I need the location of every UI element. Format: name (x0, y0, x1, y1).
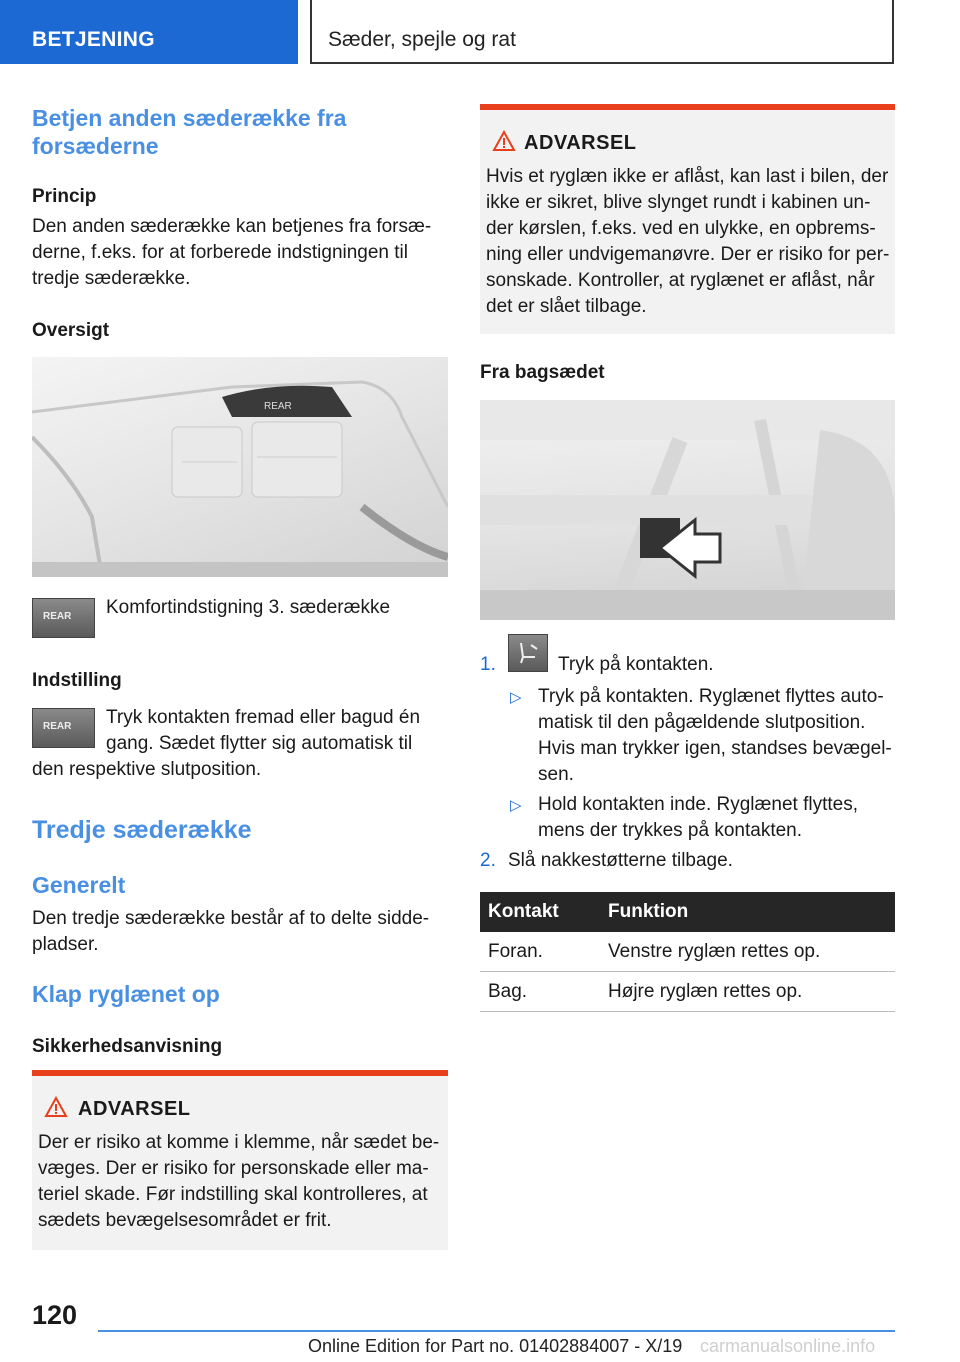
princip-heading: Princip (32, 186, 97, 207)
princip-text: Den anden sæderække kan betjenes fra forsæ- derne, f.eks. for at forberede indstigningen til tredje sæderække. (32, 216, 432, 289)
chapter-header (310, 0, 894, 64)
bagsaedet-heading: Fra bagsædet (480, 362, 605, 383)
step-2-text: Slå nakkestøtterne tilbage. (508, 850, 733, 871)
footer-rule (98, 1330, 895, 1332)
warning-icon (44, 1096, 68, 1118)
sub-1-text: Tryk på kontakten. Ryglænet flyttes auto- matisk til den pågældende slutposition. Hvis man trykker igen, standses bevægel- sen. (538, 686, 892, 785)
indstilling-text-1: Tryk kontakten fremad eller bagud én (106, 707, 421, 728)
table-cell: Venstre ryglæn rettes op. (600, 932, 895, 972)
indstilling-text-2: gang. Sædet flytter sig automatisk til (106, 733, 413, 754)
sub-2-text: Hold kontakten inde. Ryglænet flyttes, mens der trykkes på kontakten. (538, 794, 859, 841)
section-title: Betjen anden sæderække fra forsæderne (32, 105, 347, 159)
edition-text: Online Edition for Part no. 01402884007 - X/19 (308, 1336, 683, 1356)
rear-seat-illustration (480, 400, 895, 620)
indstilling-heading: Indstilling (32, 670, 122, 691)
step-2-number: 2. (480, 850, 496, 871)
door-panel-photo (32, 357, 448, 577)
table-cell: Højre ryglæn rettes op. (600, 972, 895, 1012)
sub-bullet-icon: ▷ (510, 689, 522, 706)
warning-text: Der er risiko at komme i klemme, når sædet be- væges. Der er risiko for personskade eller ma- teriel skade. Før indstilling skal kontrolleres, at sædets bevægelsesområdet er frit. (38, 1132, 440, 1231)
indstilling-text-3: den respektive slutposition. (32, 759, 262, 780)
warning-text: Hvis et ryglæn ikke er aflåst, kan last i bilen, der ikke er sikret, blive slynget rundt i kabinen un- der kørslen, f.eks. ved en ulykke, en opbrems- ning eller undvigemanøvre. Der er risiko for per- sonskade. Kontroller, at ryglænet er aflåst, når det er slået tilbage. (486, 166, 890, 317)
warning-title: ADVARSEL (78, 1098, 191, 1120)
table-row (480, 972, 895, 1012)
warning-icon (492, 130, 516, 152)
warning-title: ADVARSEL (524, 132, 637, 154)
tredje-heading: Tredje sæderække (32, 816, 252, 844)
watermark-text: carmanualsonline.info (700, 1336, 876, 1356)
table-header: Kontakt (480, 892, 600, 932)
step-1-number: 1. (480, 654, 496, 675)
kontakt-table (480, 892, 895, 1012)
warning-box (480, 104, 895, 334)
door-panel-illustration (32, 357, 448, 577)
oversigt-heading: Oversigt (32, 320, 110, 341)
table-row (480, 932, 895, 972)
warning-bar (32, 1070, 448, 1076)
generelt-text: Den tredje sæderække består af to delte sidde- pladser. (32, 908, 430, 955)
generelt-heading: Generelt (32, 872, 126, 898)
komfort-caption: Komfortindstigning 3. sæderække (106, 597, 391, 618)
page-number: 120 (32, 1300, 78, 1330)
sikkerhed-heading: Sikkerhedsanvisning (32, 1036, 223, 1057)
table-cell: Bag. (480, 972, 600, 1012)
section-tab[interactable] (0, 0, 298, 64)
klap-heading: Klap ryglænet op (32, 981, 220, 1007)
chapter-title: Sæder, spejle og rat (328, 28, 516, 51)
warning-box (32, 1070, 448, 1250)
section-label: BETJENING (32, 28, 155, 51)
svg-text:REAR: REAR (264, 401, 292, 412)
rear-button-icon: REAR (32, 708, 95, 748)
table-header: Funktion (600, 892, 895, 932)
rear-seat-photo (480, 400, 895, 620)
rear-button-icon: REAR (32, 598, 95, 638)
table-cell: Foran. (480, 932, 600, 972)
warning-bar (480, 104, 895, 110)
step-1-text: Tryk på kontakten. (558, 654, 714, 675)
seat-button-icon (508, 634, 548, 672)
sub-bullet-icon: ▷ (510, 797, 522, 814)
table-header-row (480, 892, 895, 932)
